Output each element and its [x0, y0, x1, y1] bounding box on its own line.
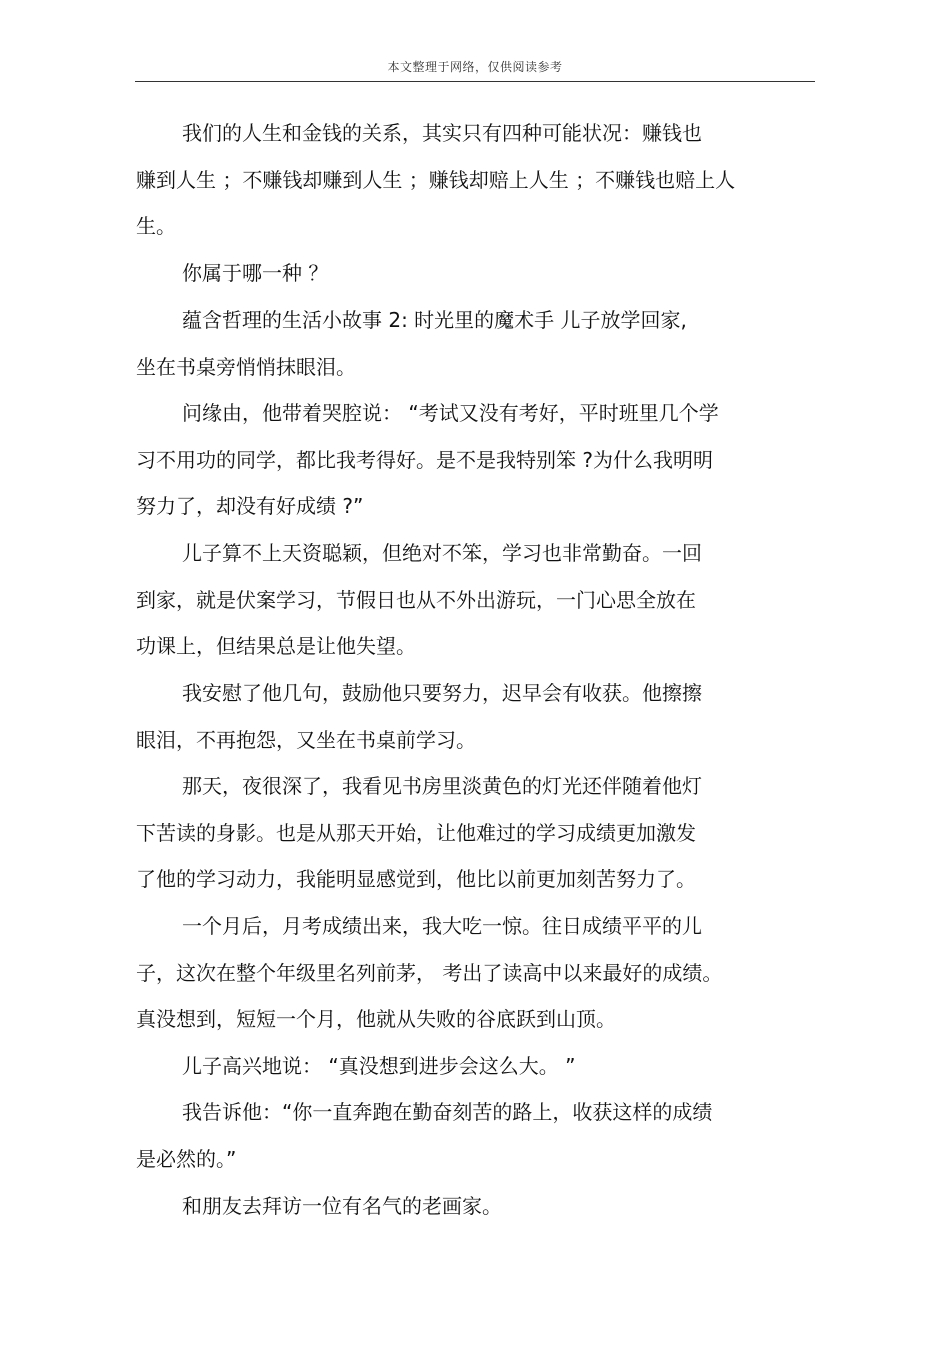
text-line: 眼泪，不再抱怨，又坐在书桌前学习。 — [136, 728, 476, 752]
text-line: 赚到人生 ；不赚钱却赚到人生 ；赚钱却赔上人生 ；不赚钱也赔上人 — [136, 168, 736, 192]
text-line: 你属于哪一种 ？ — [182, 261, 329, 285]
text-line: 问缘由，他带着哭腔说： “考试又没有考好，平时班里几个学 — [182, 401, 719, 425]
text-line: 一个月后，月考成绩出来，我大吃一惊。往日成绩平平的儿 — [182, 914, 702, 938]
text-line: 了他的学习动力，我能明显感觉到，他比以前更加刻苦努力了。 — [136, 867, 696, 891]
text-line: 我们的人生和金钱的关系，其实只有四种可能状况：赚钱也 — [182, 121, 702, 145]
text-line: 是必然的。” — [136, 1147, 237, 1171]
text-line: 我安慰了他几句，鼓励他只要努力，迟早会有收获。他擦擦 — [182, 681, 702, 705]
text-line: 那天，夜很深了，我看见书房里淡黄色的灯光还伴随着他灯 — [182, 774, 702, 798]
text-line: 我告诉他：“你一直奔跑在勤奋刻苦的路上，收获这样的成绩 — [182, 1100, 713, 1124]
page-header: 本文整理于网络，仅供阅读参考 — [387, 60, 563, 74]
header-rule — [135, 81, 815, 82]
text-line: 到家，就是伏案学习，节假日也从不外出游玩，一门心思全放在 — [136, 588, 696, 612]
text-line: 生。 — [136, 214, 176, 238]
text-line: 努力了，却没有好成绩 ?” — [136, 494, 364, 518]
text-line: 子，这次在整个年级里名列前茅， 考出了读高中以来最好的成绩。 — [136, 961, 723, 985]
text-line: 儿子算不上天资聪颖，但绝对不笨，学习也非常勤奋。一回 — [182, 541, 702, 565]
text-line: 蕴含哲理的生活小故事 2: 时光里的魔术手 儿子放学回家, — [182, 308, 687, 332]
text-line: 儿子高兴地说： “真没想到进步会这么大。 ” — [182, 1054, 576, 1078]
text-line: 坐在书桌旁悄悄抹眼泪。 — [136, 355, 356, 379]
text-line: 真没想到，短短一个月，他就从失败的谷底跃到山顶。 — [136, 1007, 616, 1031]
text-line: 功课上，但结果总是让他失望。 — [136, 634, 416, 658]
text-line: 下苦读的身影。也是从那天开始，让他难过的学习成绩更加激发 — [136, 821, 696, 845]
text-line: 习不用功的同学，都比我考得好。是不是我特别笨 ?为什么我明明 — [136, 448, 713, 472]
text-line: 和朋友去拜访一位有名气的老画家。 — [182, 1194, 502, 1218]
